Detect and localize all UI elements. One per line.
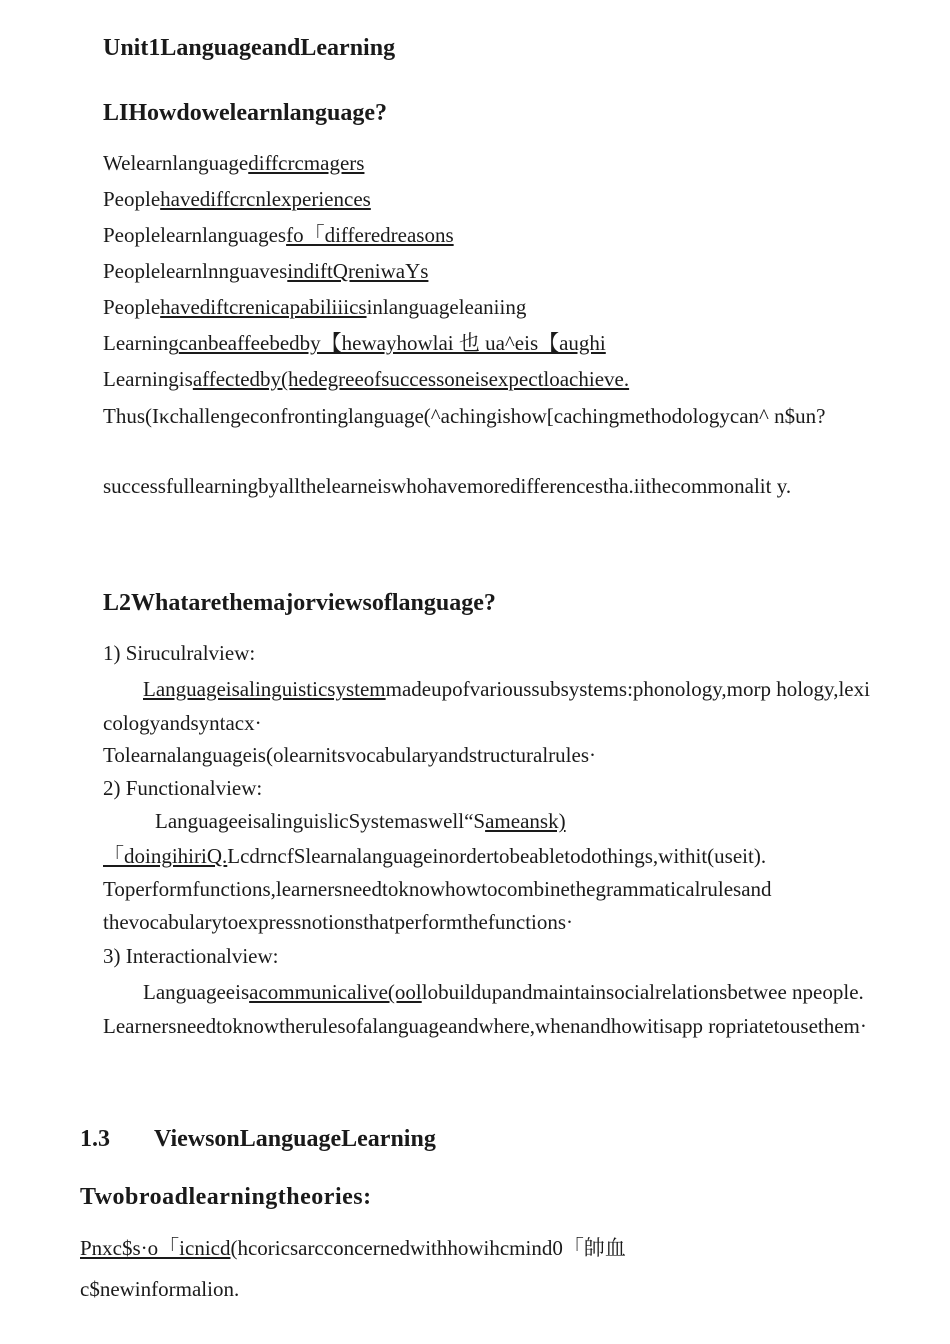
theories-subheading: Twobroadlearningtheories: [80,1184,372,1210]
functional-view-line: LanguageeisalinguislicSystemaswell“Sameansk) [155,809,566,833]
reason-line: Peoplelearnlanguagesfo「differedreasons [103,223,454,247]
reason-line: PeoplelearnlnnguavesindiftQreniwaYs [103,259,429,283]
structural-view-text: Languageisalinguisticsystemmadeupofvarioussubsystems:phonology,morp hology,lexicologyandsyntacx· [103,677,870,735]
reason-line: Learningcanbeaffeebedby【hewayhowlai 也 ua^eis【aughi [103,331,606,355]
interactional-view-label: 3) Interactionalview: [103,944,279,968]
interactional-view-text: Languageeisacommunicalive(oollobuildupandmaintainsocialrelationsbetwee npeople.Learnersneedtoknowtherulesofalanguageandwhere,whenandhowitisapp ropriatetousethem· [103,980,867,1038]
functional-view-line: thevocabularytoexpressnotionsthatperformthefunctions· [103,910,574,934]
theories-line: Pnxc$s·o「icnicd(hcoricsarcconcernedwithhowihcmind0「帥血 [80,1236,626,1260]
theories-line: c$newinformalion. [80,1277,240,1301]
reason-line: Peoplehavediffcrcnlexperiences [103,187,371,211]
challenge-paragraph: Thus(Iκchallengeconfrontinglanguage(^achingishow[cachingmethodologycan^ n$un? [103,404,826,428]
section-1-2-heading: L2Whatarethemajorviewsoflanguage? [103,590,496,616]
section-1-3-number: 1.3 [80,1126,110,1152]
functional-view-label: 2) Functionalview: [103,776,263,800]
learners-paragraph: successfullearningbyallthelearneiswhohavemoredifferencestha.iithecommonalit y. [103,474,792,498]
reason-line: Learningisaffectedby(hedegreeofsuccessoneisexpectloachieve. [103,367,630,391]
structural-view-label: 1) Siruculralview: [103,641,256,665]
functional-view-line: Toperformfunctions,learnersneedtoknowhowtocombinethegrammaticalrulesand [103,877,772,901]
unit-title: Unit1LanguageandLearning [103,35,396,61]
section-1-3-heading: ViewsonLanguageLearning [154,1126,436,1152]
reason-line: Peoplehavediftcrenicapabiliiicsinlanguageleaniing [103,295,527,319]
structural-view-line: Tolearnalanguageis(olearnitsvocabularyandstructuralrules· [103,743,596,767]
functional-view-line: 「doingihiriQ.LcdrncfSlearnalanguageinordertobeabletodothings,withit(useit). [103,844,767,868]
section-1-1-heading: LIHowdowelearnlanguage? [103,100,388,126]
reason-line: Welearnlanguagediffcrcmagers [103,151,365,175]
